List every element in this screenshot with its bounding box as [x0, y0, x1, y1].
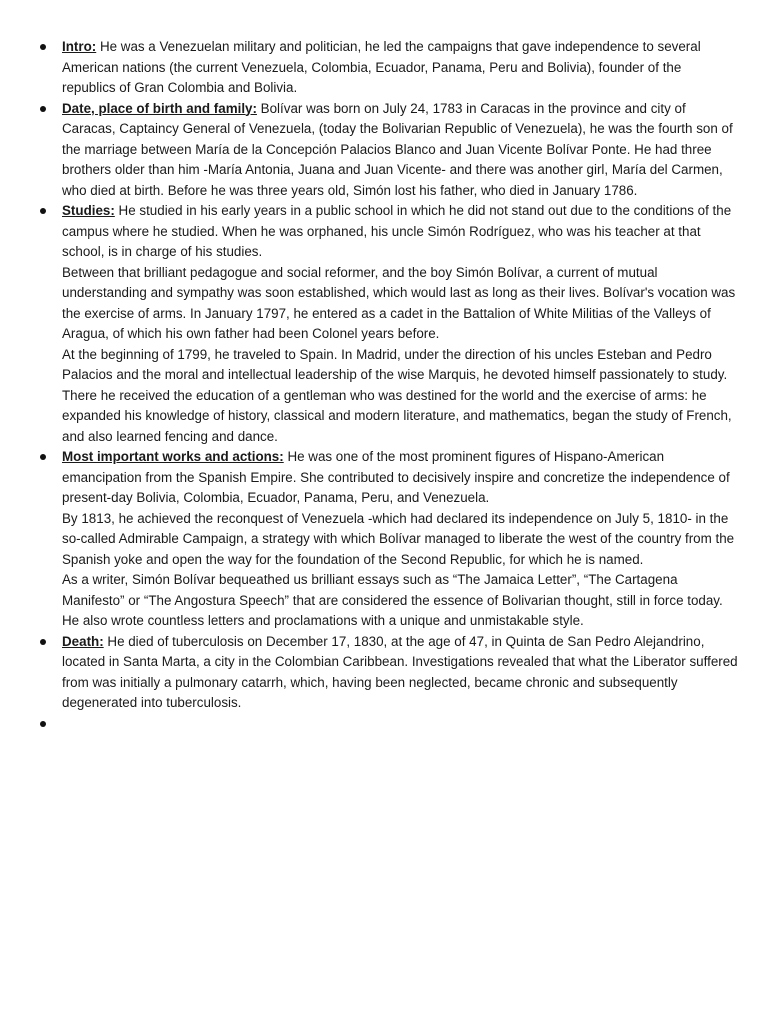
list-item-empty	[62, 714, 738, 735]
paragraph: At the beginning of 1799, he traveled to Spain. In Madrid, under the direction of his uncles Esteban and Pedro Palacios and the moral and intellectual leadership of the wise Marquis, he devoted himself passionately to study. There he received the education of a gentleman who was destined for the world and the exercise of arms: he expanded his knowledge of history, classical and modern literature, and mathematics, began the study of French, and also learned fencing and dance.	[62, 346, 732, 444]
paragraph	[62, 632, 738, 714]
list-item-works	[62, 447, 738, 632]
paragraph: As a writer, Simón Bolívar bequeathed us brilliant essays such as “The Jamaica Letter”, “The Cartagena Manifesto” or “The Angostura Speech” that are considered the essence of Bolivarian thought, still in force today. He also wrote countless letters and proclamations with a unique and unmistakable style.	[62, 572, 723, 628]
paragraph-text: He died of tuberculosis on December 17, 1830, at the age of 47, in Quinta de San Pedro Alejandrino, located in Santa Marta, a city in the Colombian Caribbean. Investigations revealed that what the Liberator suffered from was initially a pulmonary catarrh, which, having been neglected, became chronic and subsequently degenerated into tuberculosis.	[62, 633, 738, 710]
paragraph	[62, 447, 738, 509]
paragraph-text: He was one of the most prominent figures of Hispano-American emancipation from the Spanish Empire. She contributed to decisively inspire and concretize the independence of present-day Bolivia, Colombia, Ecuador, Panama, Peru, and Venezuela.	[62, 449, 730, 505]
paragraph	[62, 99, 738, 202]
paragraph-text: He was a Venezuelan military and politician, he led the campaigns that gave independence to several American nations (the current Venezuela, Colombia, Ecuador, Panama, Peru and Bolivia), founder of the republics of Gran Colombia and Bolivia.	[62, 39, 701, 95]
paragraph	[62, 201, 738, 263]
list-item-studies	[62, 201, 738, 447]
list-item-death	[62, 632, 738, 714]
section-heading: Most important works and actions:	[62, 449, 284, 464]
section-heading: Date, place of birth and family:	[62, 100, 257, 116]
bullet-list	[62, 37, 738, 734]
paragraph: By 1813, he achieved the reconquest of Venezuela -which had declared its independence on July 5, 1810- in the so-called Admirable Campaign, a strategy with which Bolívar managed to liberate the west of the country from the Spanish yoke and open the way for the foundation of the Second Republic, for which he is named.	[62, 510, 735, 567]
paragraph	[62, 37, 738, 99]
paragraph-text: He studied in his early years in a public school in which he did not stand out due to the conditions of the campus where he studied. When he was orphaned, his uncle Simón Rodríguez, who was his teacher at that school, is in charge of his studies.	[62, 203, 732, 259]
list-item-intro	[62, 37, 738, 99]
section-heading: Intro:	[62, 39, 97, 54]
list-item-birth	[62, 99, 738, 202]
section-heading: Studies:	[62, 203, 115, 218]
paragraph-text: Bolívar was born on July 24, 1783 in Caracas in the province and city of Caracas, Captaincy General of Venezuela, (today the Bolivarian Republic of Venezuela), he was the fourth son of the marriage between María de la Concepción Palacios Blanco and Juan Vicente Bolívar Ponte. He had three brothers older than him -María Antonia, Juana and Juan Vicente- and there was another girl, María del Carmen, who died at birth. Before he was three years old, Simón lost his father, who died in January 1786.	[62, 100, 733, 198]
paragraph: Between that brilliant pedagogue and social reformer, and the boy Simón Bolívar, a current of mutual understanding and sympathy was soon established, which would last as long as their lives. Bolívar's vocation was the exercise of arms. In January 1797, he entered as a cadet in the Battalion of White Militias of the Valleys of Aragua, of which his own father had been Colonel years before.	[62, 264, 736, 341]
section-heading: Death:	[62, 633, 104, 649]
